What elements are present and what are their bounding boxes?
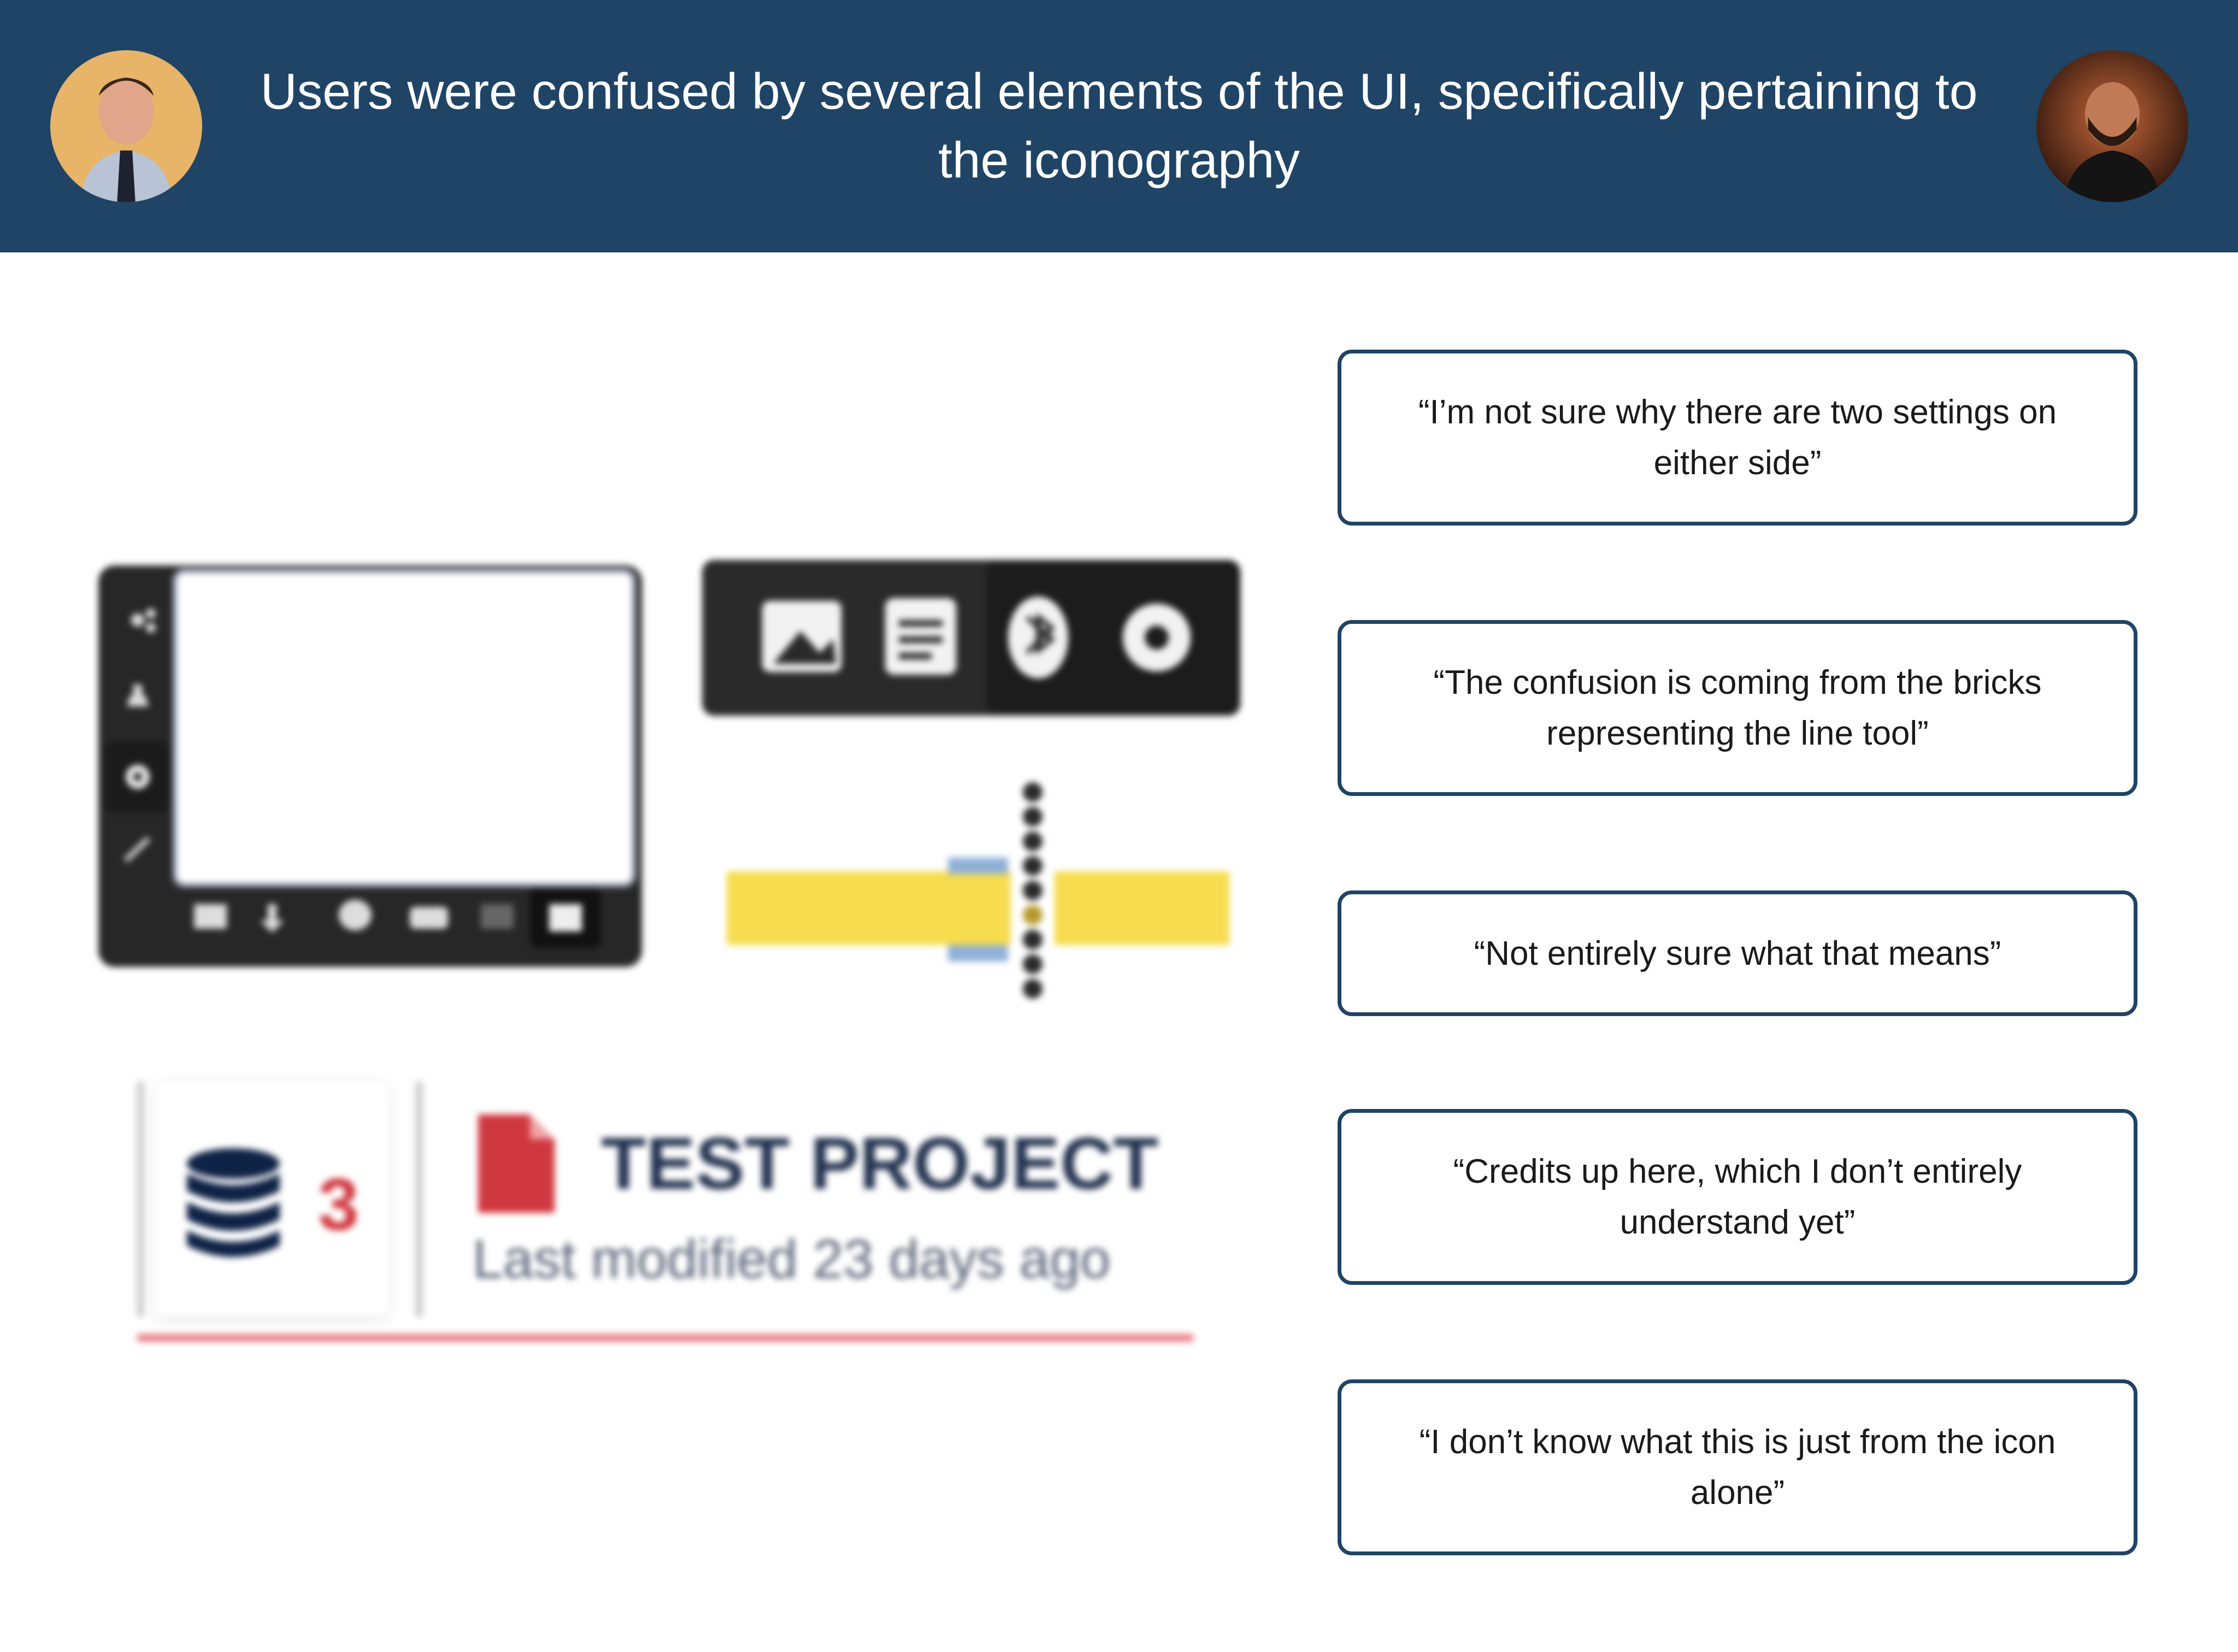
quote-box-4 [1338,1109,2137,1285]
line-tool-mockup [724,776,1235,1016]
header-banner [0,0,2238,252]
quote-text: “Not entirely sure what that means” [1474,934,2001,972]
credits-count: 3 [318,1163,360,1246]
quote-text: “The confusion is coming from the bricks representing the line tool” [1433,664,2042,752]
editor-mockup [98,565,642,967]
project-card-mockup [131,1071,1202,1355]
avatar-right [2036,50,2188,202]
quote-text: “I don’t know what this is just from the icon alone” [1419,1423,2056,1512]
quote-box-3 [1338,890,2137,1016]
quote-box-2 [1338,620,2137,796]
last-modified: Last modified 23 days ago [473,1229,1111,1290]
project-name[interactable]: TEST PROJECT [601,1122,1159,1205]
avatar-left [50,50,202,202]
database-icon [181,1147,285,1262]
quote-box-1 [1338,350,2137,526]
page-title: Users were confused by several elements of the UI, specifically pertaining to the iconography [260,63,1978,188]
person-photo-icon [2036,50,2188,202]
quote-text: “I’m not sure why there are two settings on either side” [1418,393,2057,482]
top-toolbar-mockup [702,560,1240,716]
credits-card[interactable] [154,1082,389,1317]
file-icon [478,1114,555,1213]
quote-text: “Credits up here, which I don’t entirely understand yet” [1453,1153,2022,1241]
person-photo-icon [50,50,202,202]
quote-box-5 [1338,1379,2137,1555]
